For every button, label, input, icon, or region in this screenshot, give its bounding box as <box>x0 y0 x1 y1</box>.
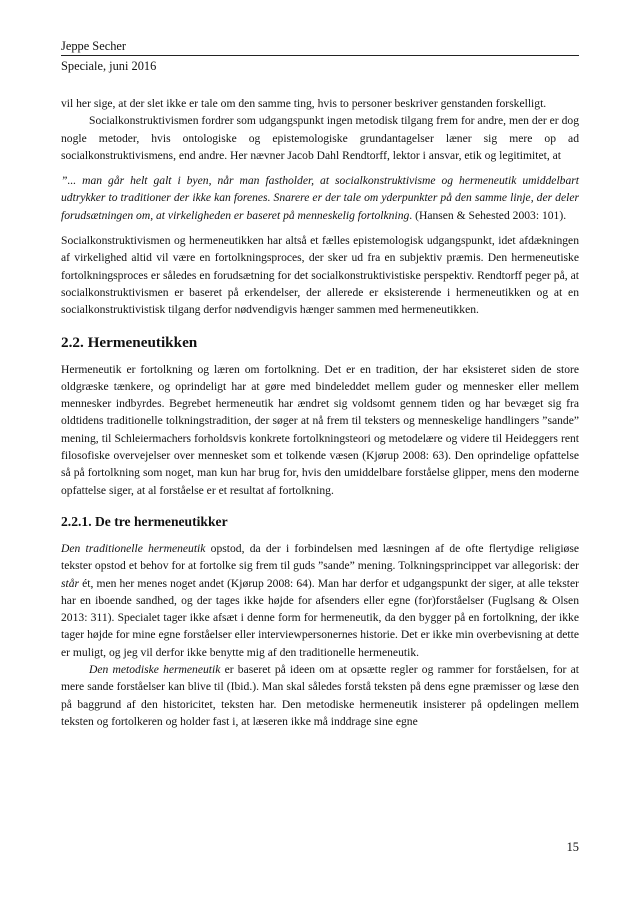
paragraph-traditionelle-hermeneutik <box>61 540 579 661</box>
text-span: ét, men her menes noget andet (Kjørup 2008: 64). Man har derfor et udgangspunkt der siger, at alle tekster har en iboende sandhed, og der tages ikke højde for afsenders eller egne (for)forståelser (Fuglsang & Olsen 2013: 311). Specialet tager ikke afsæt i denne form for hermeneutik, da den bygger på en fortolkning, der ikke tager højde for mine egne forståelser eller interviewpersonernes historie. Det er ikke min overbevisning at dette er muligt, og jeg vil derfor ikke benytte mig af den traditionelle hermeneutik. <box>61 576 579 659</box>
page-number: 15 <box>566 840 579 854</box>
subsection-heading-tre-hermeneutikker: 2.2.1. De tre hermeneutikker <box>61 513 228 529</box>
term-metodiske-hermeneutik: Den metodiske hermeneutik <box>89 663 221 677</box>
term-traditionelle-hermeneutik: Den traditionelle hermeneutik <box>61 541 206 555</box>
header-author: Jeppe Secher <box>61 39 127 53</box>
header-rule <box>61 55 579 56</box>
header-subtitle: Speciale, juni 2016 <box>61 59 157 73</box>
block-quote <box>61 172 579 224</box>
quote-text: ”... man går helt galt i byen, når man fastholder, at socialkonstruktivisme og hermeneutik umiddelbart udtrykker to traditioner der ikke kan forenes. Snarere er der tale om yderpunkter på den samme linje, der deler forudsætningen om, at virkeligheden er baseret på menneskelig fortolkning <box>61 174 579 222</box>
term-staar: står <box>61 576 80 590</box>
page-header <box>61 38 579 74</box>
text-span: opstod, da der i forbindelsen med læsningen af de ofte flertydige religiøse tekster opstod et behov for at fortolke sig frem til guds ”sande” mening. Tolkningsprincippet var allegorisk: der <box>61 541 579 573</box>
paragraph-socialkonstruktivisme: Socialkonstruktivismen fordrer som udgangspunkt ingen metodisk tilgang frem for andre, men der er dog nogle metoder, hvis ontologiske og epistemologiske grundantagelser læner sig mere op ad socialkonstruktivismens, end andre. Her nævner Jacob Dahl Rendtorff, lektor i ansvar, etik og legitimitet, at <box>61 114 579 162</box>
paragraph-hermeneutik-definition: Hermeneutik er fortolkning og læren om fortolkning. Det er en tradition, der har eksisteret siden de store oldgræske tænkere, og oprindeligt har at gøre med bindeleddet mellem guder og mennesker eller mellem mennesker indbyrdes. Begrebet hermeneutik har ændret sig voldsomt gennem tiden og har bevæget sig fra oldtidens traditionelle tolkningstradition, der søger at nå frem til teksters og menneskelige handlingers ”sande” mening, til Schleiermachers forholdsvis konkrete fortolkningsteori og metodelære og videre til Heideggers rent filosofiske overvejelser over mennesket som et tolkende væsen (Kjørup 2008: 63). Den oprindelige opfattelse så på fortolkning som noget, man kun har brug for, hvis den umiddelbare forståelse glipper, mens den moderne opfattelse siger, at al forståelse er et resultat af fortolkning. <box>61 362 579 497</box>
paragraph-metodiske-hermeneutik <box>61 661 579 730</box>
paragraph-faelles-udgangspunkt: Socialkonstruktivismen og hermeneutikken har altså et fælles epistemologisk udgangspunkt, idet afdækningen af virkelighed altid vil være en fortolkningsproces, der sker ud fra en subjektiv præmis. Den hermeneutiske fortolkningsproces er således en forudsætning for det socialkonstruktivistiske perspektiv. Rendtorff peger på, at socialkonstruktivismen er baseret på erkendelser, der allerede er eksisterende i hermeneutikken og at en socialkonstruktivistisk tilgang derfor nødvendigvis hænger sammen med hermeneutikken. <box>61 234 579 317</box>
section-heading-hermeneutikken: 2.2. Hermeneutikken <box>61 333 198 351</box>
page-content <box>61 95 579 730</box>
paragraph-continued: vil her sige, at der slet ikke er tale om den samme ting, hvis to personer beskriver genstanden forskelligt. <box>61 97 547 110</box>
quote-citation: . (Hansen & Sehested 2003: 101). <box>409 208 567 222</box>
text-span: er baseret på ideen om at opsætte regler og rammer for forståelsen, for at mere sande forståelser kan blive til (Ibid.). Man skal således forstå teksten på dens egne præmisser og læse den på baggrund af den historicitet, teksten har. Den metodiske hermeneutik insisterer på opdelingen mellem teksten og fortolkeren og holder fast i, at læseren ikke må inddrage sine egne <box>61 663 579 728</box>
